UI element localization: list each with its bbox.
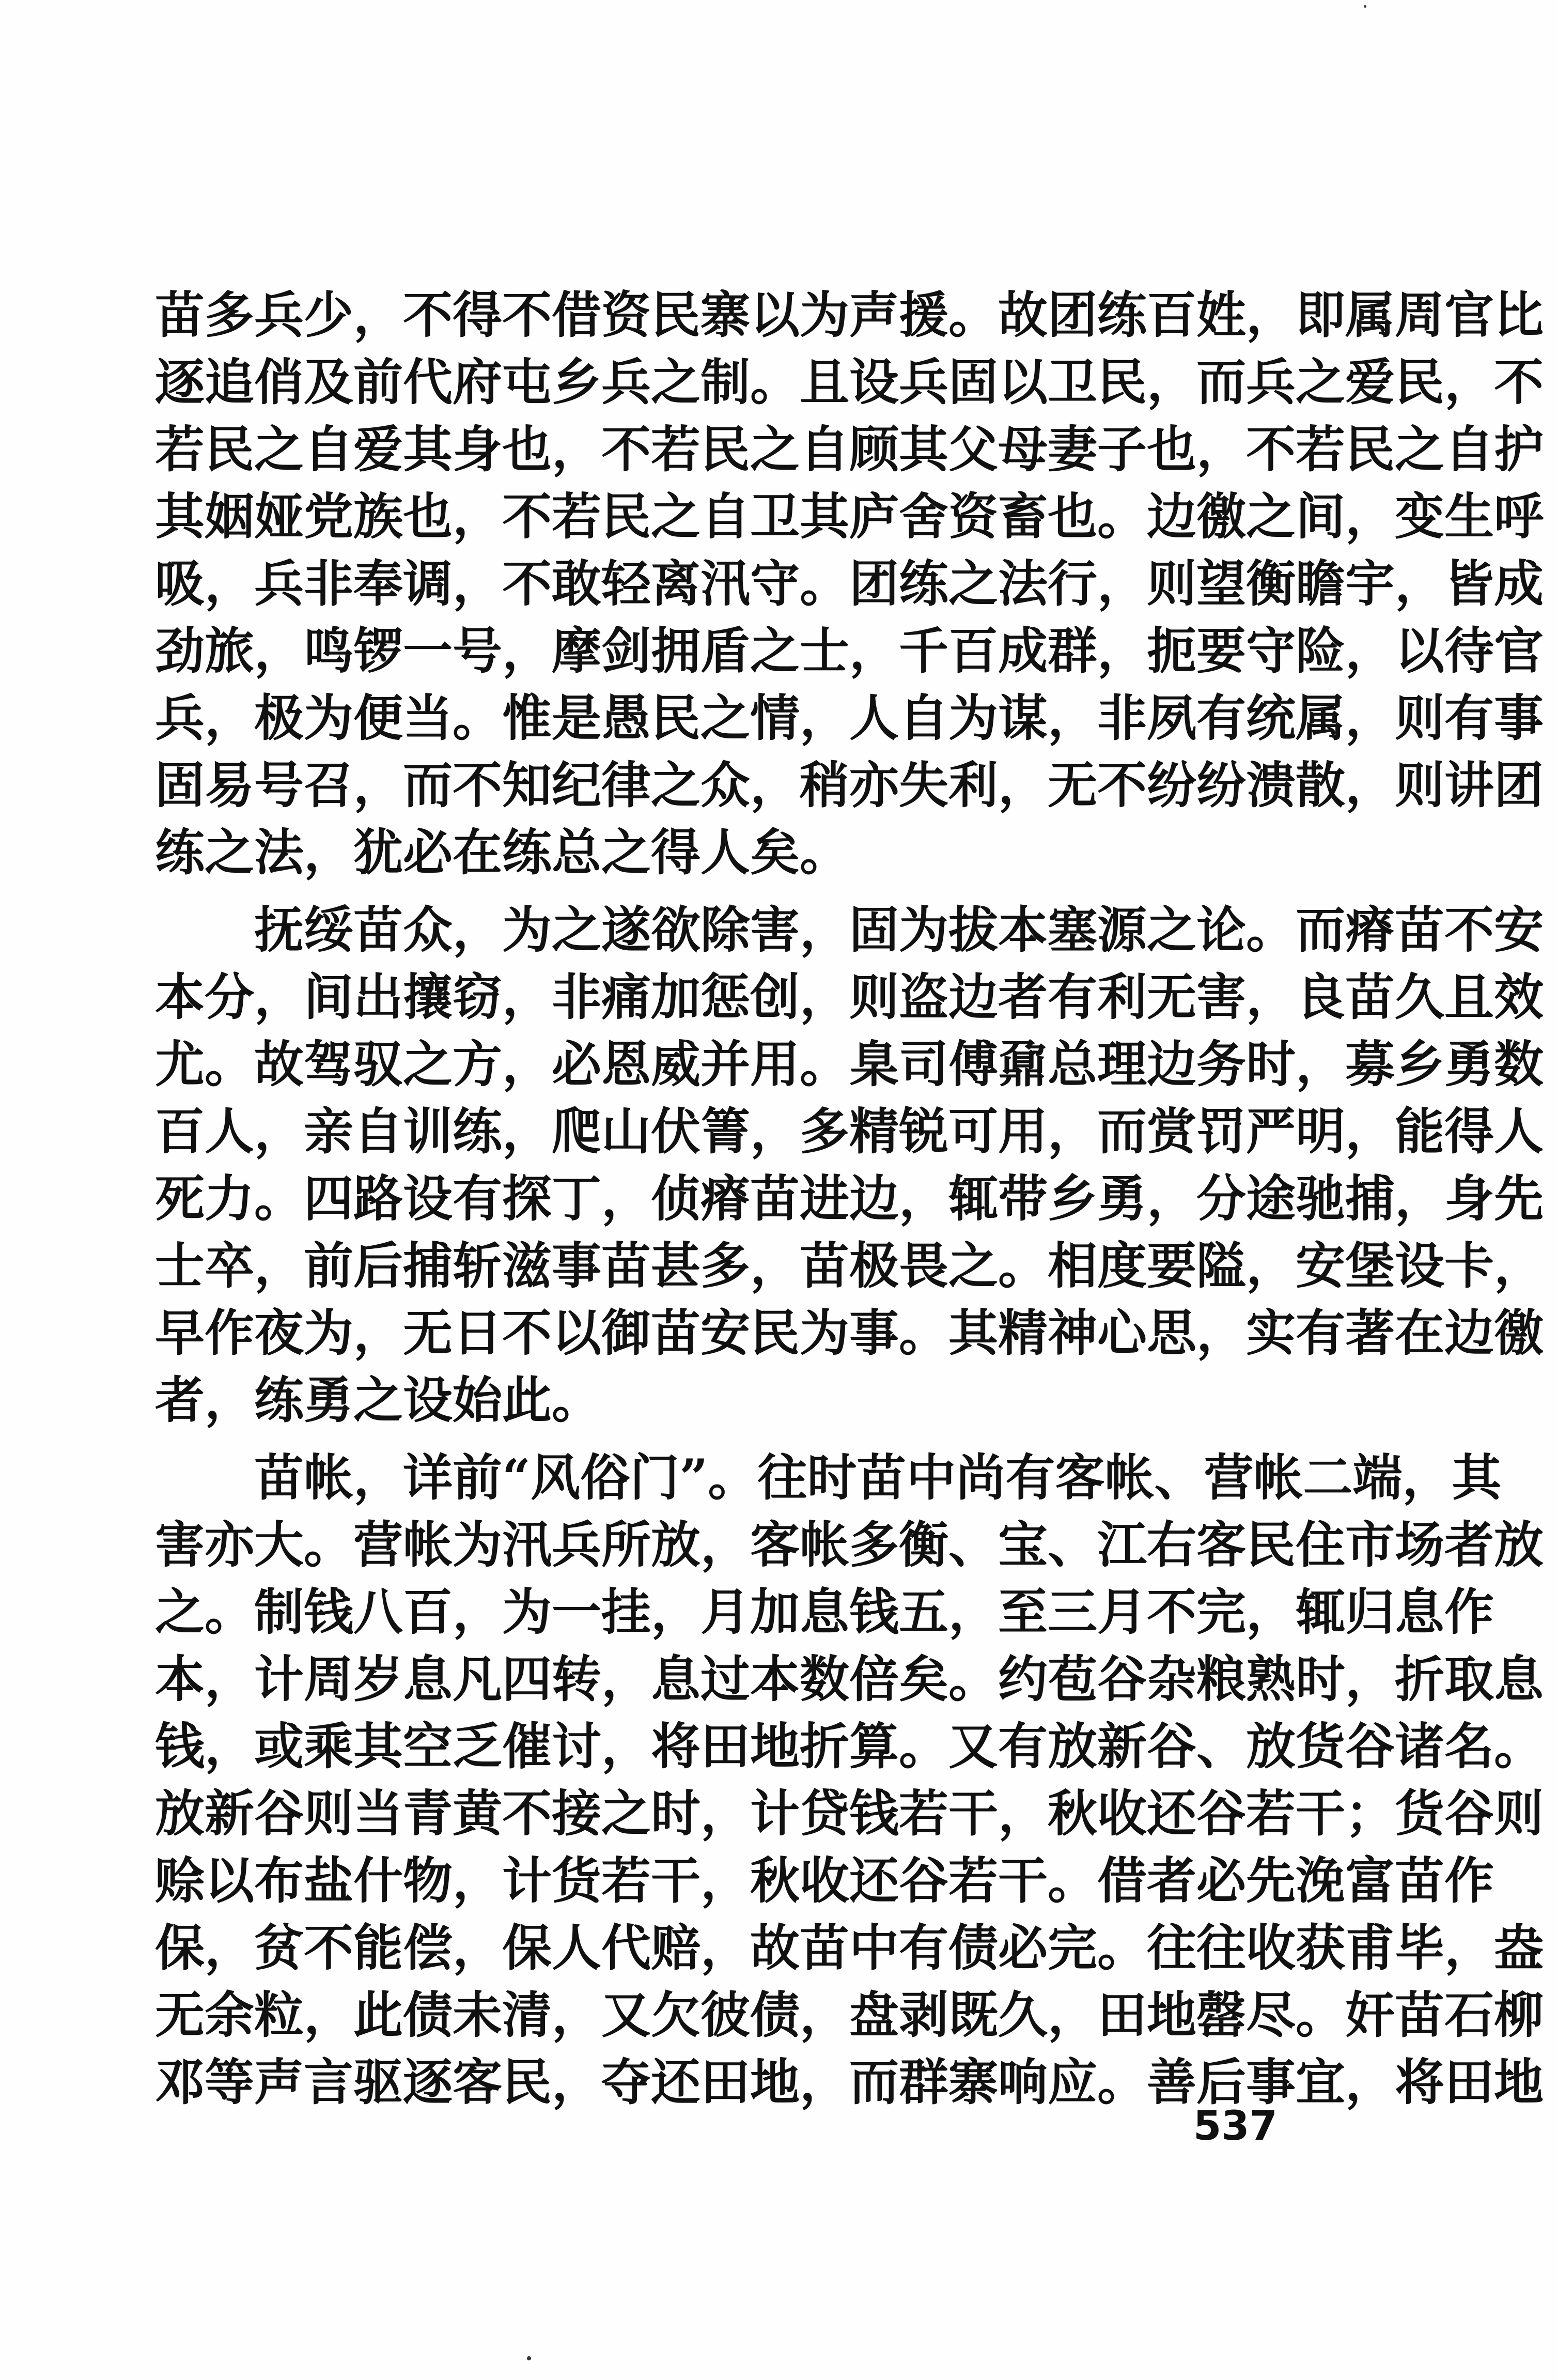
text-line: 钱，或乘其空乏催讨，将田地折算。又有放新谷、放货谷诸名。 <box>155 1717 1544 1775</box>
text-line: 之。制钱八百，为一挂，月加息钱五，至三月不完，辄归息作 <box>155 1583 1494 1641</box>
text-line: 吸，兵非奉调，不敢轻离汛守。团练之法行，则望衡瞻宇，皆成 <box>155 554 1544 613</box>
text-line: 逐追俏及前代府屯乡兵之制。且设兵固以卫民，而兵之爱民，不 <box>155 353 1544 411</box>
text-line: 练之法，犹必在练总之得人矣。 <box>155 823 849 882</box>
paragraph-1 <box>155 282 1544 886</box>
text-line: 本，计周岁息凡四转，息过本数倍矣。约苞谷杂粮熟时，折取息 <box>155 1650 1544 1708</box>
text-line: 邓等声言驱逐客民，夺还田地，而群寨响应。善后事宜，将田地 <box>155 2053 1544 2111</box>
text-line: 固易号召，而不知纪律之众，稍亦失利，无不纷纷溃散，则讲团 <box>155 756 1544 814</box>
scan-speck <box>1364 5 1366 8</box>
text-line: 尤。故驾驭之方，必恩威并用。臬司傅鼐总理边务时，募乡勇数 <box>155 1035 1544 1093</box>
text-line: 百人，亲自训练，爬山伏箐，多精锐可用，而赏罚严明，能得人 <box>155 1102 1544 1161</box>
text-line: 若民之自爱其身也，不若民之自顾其父母妻子也，不若民之自护 <box>155 420 1544 478</box>
paragraph-2 <box>155 897 1544 1434</box>
text-line: 兵，极为便当。惟是愚民之情，人自为谋，非夙有统属，则有事 <box>155 689 1544 747</box>
text-line: 其姻娅党族也，不若民之自卫其庐舍资畜也。边徼之间，变生呼 <box>155 487 1544 546</box>
text-line: 士卒，前后捕斩滋事苗甚多，苗极畏之。相度要隘，安堡设卡， <box>155 1237 1544 1295</box>
paragraph-3 <box>155 1444 1544 2116</box>
paragraph-gap <box>155 1434 1384 1444</box>
scan-speck <box>527 2356 531 2360</box>
text-line: 苗多兵少，不得不借资民寨以为声援。故团练百姓，即属周官比 <box>155 286 1544 344</box>
text-line: 放新谷则当青黄不接之时，计贷钱若干，秋收还谷若干；货谷则 <box>155 1784 1544 1843</box>
text-line: 害亦大。营帐为汛兵所放，客帐多衡、宝、江右客民住市场者放 <box>155 1516 1544 1574</box>
text-line: 保，贫不能偿，保人代赔，故苗中有债必完。往往收获甫毕，盎 <box>155 1919 1544 1977</box>
text-line: 劲旅，鸣锣一号，摩剑拥盾之士，千百成群，扼要守险，以待官 <box>155 622 1544 680</box>
body-text <box>155 282 1544 2116</box>
text-line: 苗帐，详前“风俗门”。往时苗中尚有客帐、营帐二端，其 <box>155 1448 1502 1507</box>
text-line: 抚绥苗众，为之遂欲除害，固为拔本塞源之论。而瘠苗不安 <box>155 901 1544 959</box>
text-line: 本分，间出攘窃，非痛加惩创，则盗边者有利无害，良苗久且效 <box>155 968 1544 1026</box>
text-line: 早作夜为，无日不以御苗安民为事。其精神心思，实有著在边徼 <box>155 1304 1544 1362</box>
paragraph-gap <box>155 886 1384 897</box>
page-number: 537 <box>1193 2103 1278 2150</box>
text-line: 赊以布盐什物，计货若干，秋收还谷若干。借者必先浼富苗作 <box>155 1851 1494 1910</box>
text-line: 死力。四路设有探丁，侦瘠苗进边，辄带乡勇，分途驰捕，身先 <box>155 1169 1544 1228</box>
text-line: 者，练勇之设始此。 <box>155 1371 601 1429</box>
text-line: 无余粒，此债未清，又欠彼债，盘剥既久，田地罄尽。奸苗石柳 <box>155 1986 1544 2044</box>
